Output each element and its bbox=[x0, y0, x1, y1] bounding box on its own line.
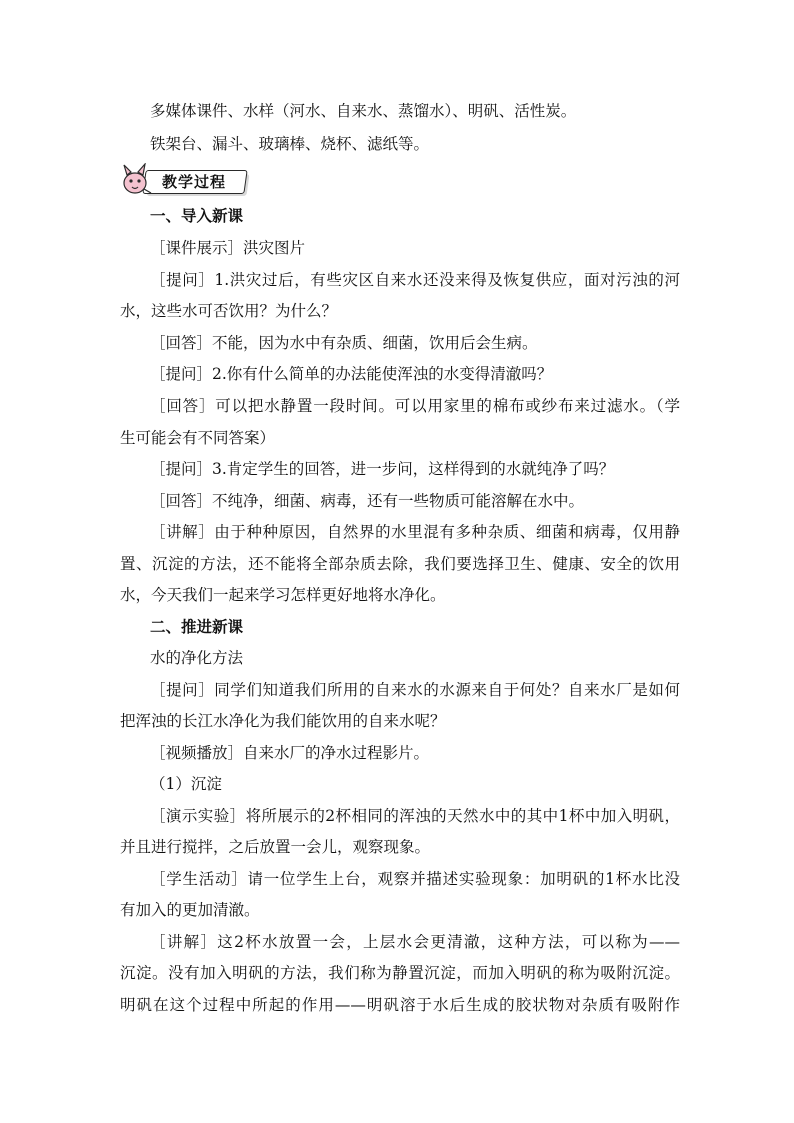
para-line: ［提问］3.肯定学生的回答，进一步问，这样得到的水就纯净了吗？ bbox=[150, 460, 615, 478]
para-line: ［回答］不纯净，细菌、病毒，还有一些物质可能溶解在水中。 bbox=[150, 492, 585, 510]
section-title: 教学过程 bbox=[162, 173, 227, 191]
para-line: ［提问］同学们知道我们所用的自来水的水源来自于何处？自来水厂是如何 bbox=[150, 681, 680, 699]
materials-line-1: 多媒体课件、水样（河水、自来水、蒸馏水）、明矾、活性炭。 bbox=[150, 102, 577, 120]
materials-line-2: 铁架台、漏斗、玻璃棒、烧杯、滤纸等。 bbox=[150, 135, 430, 153]
para-line: ［回答］不能，因为水中有杂质、细菌，饮用后会生病。 bbox=[150, 334, 538, 352]
para-line: 把浑浊的长江水净化为我们能饮用的自来水呢？ bbox=[120, 712, 446, 730]
para-line: 有加入的更加清澈。 bbox=[120, 901, 260, 919]
para-line: 水的净化方法 bbox=[150, 649, 244, 667]
para-line: ［演示实验］将所展示的2杯相同的浑浊的天然水中的其中1杯中加入明矾， bbox=[150, 807, 680, 825]
para-line: ［回答］可以把水静置一段时间。可以用家里的棉布或纱布来过滤水。（学 bbox=[150, 397, 680, 415]
section-banner bbox=[118, 163, 248, 197]
para-line: ［课件展示］洪灾图片 bbox=[150, 239, 306, 257]
para-line: （1）沉淀 bbox=[150, 775, 222, 793]
para-line: 水，今天我们一起来学习怎样更好地将水净化。 bbox=[120, 586, 446, 604]
heading-new-lesson: 二、推进新课 bbox=[150, 617, 244, 636]
para-line: ［提问］2.你有什么简单的办法能使浑浊的水变得清澈吗？ bbox=[150, 365, 553, 383]
para-line: 生可能会有不同答案） bbox=[120, 429, 276, 447]
para-line: 水，这些水可否饮用？为什么？ bbox=[120, 302, 338, 320]
para-line: ［视频播放］自来水厂的净水过程影片。 bbox=[150, 744, 430, 762]
para-line: ［学生活动］请一位学生上台，观察并描述实验现象：加明矾的1杯水比没 bbox=[150, 870, 680, 888]
heading-intro: 一、导入新课 bbox=[150, 206, 244, 225]
para-line: 置、沉淀的方法，还不能将全部杂质去除，我们要选择卫生、健康、安全的饮用 bbox=[120, 555, 680, 573]
para-line: 明矾在这个过程中所起的作用——明矾溶于水后生成的胶状物对杂质有吸附作 bbox=[120, 996, 680, 1014]
para-line: 沉淀。没有加入明矾的方法，我们称为静置沉淀，而加入明矾的称为吸附沉淀。 bbox=[120, 964, 680, 982]
para-line: ［讲解］由于种种原因，自然界的水里混有多种杂质、细菌和病毒，仅用静 bbox=[150, 523, 680, 541]
mascot-icon bbox=[118, 163, 154, 197]
para-line: ［讲解］这2杯水放置一会，上层水会更清澈，这种方法，可以称为—— bbox=[150, 933, 680, 951]
para-line: ［提问］1.洪灾过后，有些灾区自来水还没来得及恢复供应，面对污浊的河 bbox=[150, 271, 680, 289]
para-line: 并且进行搅拌，之后放置一会儿，观察现象。 bbox=[120, 838, 431, 856]
